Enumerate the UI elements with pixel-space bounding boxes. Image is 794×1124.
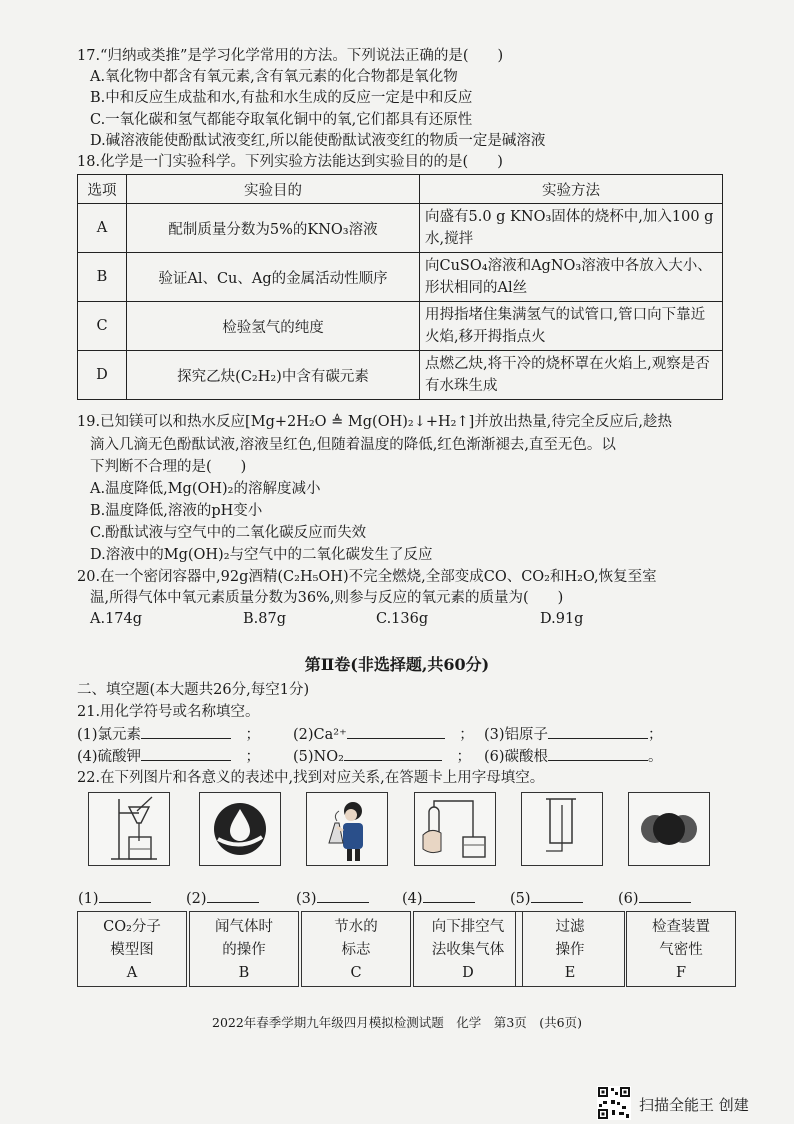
separator: ； [459, 727, 474, 743]
answer-blank[interactable] [347, 724, 445, 739]
experiment-table [77, 174, 723, 400]
table-header-row [78, 175, 723, 204]
option-text: 过滤 [555, 919, 585, 935]
q21-label-2: (2)Ca²⁺ [293, 727, 347, 743]
table-row [78, 351, 723, 400]
q19-line3: 下判断不合理的是( ) [90, 459, 247, 475]
row-goal: 验证Al、Cu、Ag的金属活动性顺序 [127, 253, 420, 302]
q19-option-c: C.酚酞试液与空气中的二氧化碳反应而失效 [90, 525, 367, 541]
table-row [78, 253, 723, 302]
q17-option-a: A.氧化物中都含有氧元素,含有氧元素的化合物都是氧化物 [90, 69, 458, 85]
q20-option-a: A.174g [90, 611, 143, 627]
option-box-a [77, 911, 187, 987]
header-goal: 实验目的 [127, 175, 420, 204]
picture-filtering-apparatus [88, 792, 170, 866]
q21-item [77, 746, 260, 767]
answer-blank[interactable] [344, 746, 442, 761]
separator: ； [648, 727, 663, 743]
answer-blank[interactable] [207, 888, 259, 903]
blank-label: (5) [510, 891, 531, 907]
picture-airtightness-check [414, 792, 496, 866]
molecule-icon [629, 793, 709, 865]
option-letter: D [462, 965, 474, 981]
q20-line1: 20.在一个密闭容器中,92g酒精(C₂H₅OH)不完全燃烧,全部变成CO、CO₂和H₂O,恢复至室 [77, 569, 657, 585]
qr-code-icon [597, 1086, 631, 1120]
q19-line1: 19.已知镁可以和热水反应[Mg+2H₂O ≜ Mg(OH)₂↓+H₂↑]并放出热量,待完全反应后,趁热 [77, 414, 673, 430]
option-text: 气密性 [659, 942, 703, 958]
separator: ； [245, 749, 261, 765]
option-text: 法收集气体 [431, 942, 505, 958]
q17-option-d: D.碱溶液能使酚酞试液变红,所以能使酚酞试液变红的物质一定是碱溶液 [90, 133, 546, 149]
q21-item [77, 724, 260, 745]
q20-option-c: C.136g [376, 611, 429, 627]
separator: ； [245, 727, 261, 743]
option-letter: E [564, 965, 576, 981]
q19-option-d: D.溶液中的Mg(OH)₂与空气中的二氧化碳发生了反应 [90, 547, 433, 563]
row-option: B [78, 253, 127, 302]
row-method: 点燃乙炔,将干冷的烧杯罩在火焰上,观察是否有水珠生成 [420, 351, 723, 400]
part2-title: 第Ⅱ卷(非选择题,共60分) [304, 655, 490, 674]
filter-icon [89, 793, 169, 865]
answer-blank[interactable] [141, 746, 231, 761]
airtightness-icon [415, 793, 495, 865]
q22-blank-5[interactable] [510, 888, 583, 907]
q22-blank-6[interactable] [618, 888, 691, 907]
option-text: 向下排空气 [431, 919, 505, 935]
q21-stem: 21.用化学符号或名称填空。 [77, 704, 260, 720]
q17-stem: 17.“归纳或类推”是学习化学常用的方法。下列说法正确的是( ) [77, 48, 504, 64]
water-saving-icon [200, 793, 280, 865]
option-letter: F [675, 965, 687, 981]
row-goal: 探究乙炔(C₂H₂)中含有碳元素 [127, 351, 420, 400]
option-text: 的操作 [222, 942, 266, 958]
q21-item [293, 724, 474, 745]
person-smelling-icon [307, 793, 387, 865]
option-text: 检查装置 [652, 919, 710, 935]
answer-blank[interactable] [639, 888, 691, 903]
answer-blank[interactable] [531, 888, 583, 903]
blank-label: (1) [78, 891, 99, 907]
row-option: C [78, 302, 127, 351]
option-text: CO₂分子 [103, 919, 161, 935]
q22-blank-1[interactable] [78, 888, 151, 907]
blank-label: (2) [186, 891, 207, 907]
table-row [78, 302, 723, 351]
answer-blank[interactable] [317, 888, 369, 903]
q21-item [293, 746, 471, 767]
separator: ； [456, 749, 471, 765]
page-footer: 2022年春季学期九年级四月模拟检测试题 化学 第3页 (共6页) [212, 1015, 582, 1030]
option-box-e [515, 911, 625, 987]
option-text: 标志 [341, 942, 371, 958]
option-letter: B [238, 965, 250, 981]
option-text: 节水的 [334, 919, 378, 935]
option-box-f [626, 911, 736, 987]
answer-blank[interactable] [99, 888, 151, 903]
q21-label-4: (4)硫酸钾 [77, 749, 142, 765]
blank-label: (4) [402, 891, 423, 907]
q20-option-b: B.87g [243, 611, 286, 627]
picture-smelling-gas [306, 792, 388, 866]
q17-option-c: C.一氧化碳和氢气都能夺取氧化铜中的氧,它们都具有还原性 [90, 112, 473, 128]
q21-label-3: (3)铝原子 [484, 727, 549, 743]
option-text: 闻气体时 [215, 919, 273, 935]
row-method: 用拇指堵住集满氢气的试管口,管口向下靠近火焰,移开拇指点火 [420, 302, 723, 351]
scanner-text: 扫描全能王 创建 [639, 1096, 749, 1114]
q21-label-5: (5)NO₂ [293, 749, 344, 765]
blank-label: (6) [618, 891, 639, 907]
row-goal: 检验氢气的纯度 [127, 302, 420, 351]
option-box-c [301, 911, 411, 987]
period: 。 [648, 749, 663, 765]
option-letter: A [126, 965, 138, 981]
q20-option-d: D.91g [540, 611, 584, 627]
scanner-watermark [597, 1086, 787, 1116]
answer-blank[interactable] [141, 724, 231, 739]
header-method: 实验方法 [420, 175, 723, 204]
q22-blank-2[interactable] [186, 888, 259, 907]
row-option: A [78, 204, 127, 253]
answer-blank[interactable] [423, 888, 475, 903]
q19-line2: 滴入几滴无色酚酞试液,溶液呈红色,但随着温度的降低,红色渐渐褪去,直至无色。以 [90, 437, 616, 453]
row-goal: 配制质量分数为5%的KNO₃溶液 [127, 204, 420, 253]
answer-blank[interactable] [548, 746, 648, 761]
fill-section-title: 二、填空题(本大题共26分,每空1分) [77, 682, 310, 698]
q18-stem: 18.化学是一门实验科学。下列实验方法能达到实验目的的是( ) [77, 154, 503, 170]
q21-item [484, 724, 663, 745]
row-method: 向CuSO₄溶液和AgNO₃溶液中各放入大小、形状相同的Al丝 [420, 253, 723, 302]
q21-label-6: (6)碳酸根 [484, 749, 549, 765]
q21-item [484, 746, 663, 767]
option-letter: C [350, 965, 362, 981]
blank-label: (3) [296, 891, 317, 907]
q19-option-a: A.温度降低,Mg(OH)₂的溶解度减小 [90, 481, 321, 497]
answer-blank[interactable] [548, 724, 648, 739]
q19-option-b: B.温度降低,溶液的pH变小 [90, 503, 263, 519]
picture-co2-molecule [628, 792, 710, 866]
option-text: 模型图 [110, 942, 154, 958]
gas-collection-icon [522, 793, 602, 865]
q20-line2: 温,所得气体中氧元素质量分数为36%,则参与反应的氧元素的质量为( ) [90, 590, 564, 606]
option-box-b [189, 911, 299, 987]
q22-stem: 22.在下列图片和各意义的表述中,找到对应关系,在答题卡上用字母填空。 [77, 770, 545, 786]
row-method: 向盛有5.0 g KNO₃固体的烧杯中,加入100 g水,搅拌 [420, 204, 723, 253]
q21-label-1: (1)氯元素 [77, 727, 142, 743]
q17-option-b: B.中和反应生成盐和水,有盐和水生成的反应一定是中和反应 [90, 90, 473, 106]
q22-blank-3[interactable] [296, 888, 369, 907]
picture-downward-displacement [521, 792, 603, 866]
q22-blank-4[interactable] [402, 888, 475, 907]
table-row [78, 204, 723, 253]
picture-water-saving-logo [199, 792, 281, 866]
row-option: D [78, 351, 127, 400]
option-text: 操作 [555, 942, 585, 958]
header-option: 选项 [78, 175, 127, 204]
option-box-d [413, 911, 523, 987]
